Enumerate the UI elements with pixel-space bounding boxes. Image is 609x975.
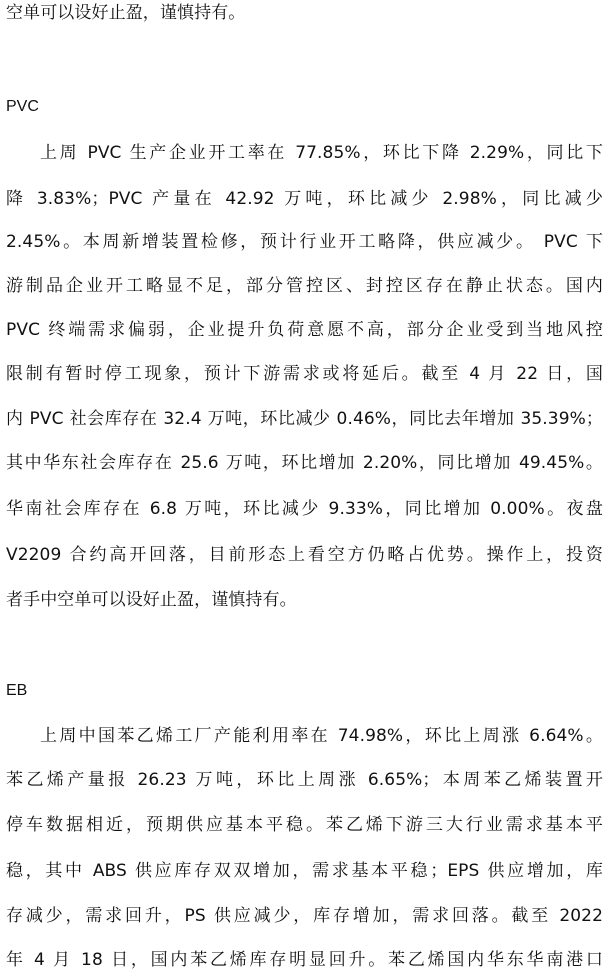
pvc-paragraph-line: 内 PVC 社会库存在 32.4 万吨，环比减少 0.46%，同比去年增加 35.39%； [6,409,603,429]
eb-paragraph-line: 稳，其中 ABS 供应库存双双增加，需求基本平稳；EPS 供应增加，库 [6,861,603,881]
eb-paragraph-line: 苯乙烯产量报 26.23 万吨，环比上周涨 6.65%；本周苯乙烯装置开 [6,770,603,790]
section-heading-pvc: PVC [6,98,39,115]
eb-paragraph-line: 停车数据相近，预期供应基本平稳。苯乙烯下游三大行业需求基本平 [6,815,603,835]
pvc-paragraph-line: 降 3.83%；PVC 产量在 42.92 万吨，环比减少 2.98%，同比减少 [6,189,603,209]
pvc-paragraph-line: 上周 PVC 生产企业开工率在 77.85%，环比下降 2.29%，同比下 [40,143,603,163]
pvc-paragraph-line: V2209 合约高开回落，目前形态上看空方仍略占优势。操作上，投资 [6,545,603,565]
top-fragment-line: 空单可以设好止盈，谨慎持有。 [6,3,246,23]
eb-paragraph-line: 上周中国苯乙烯工厂产能利用率在 74.98%，环比上周涨 6.64%。 [40,726,603,746]
pvc-paragraph-line: 华南社会库存在 6.8 万吨，环比减少 9.33%，同比增加 0.00%。夜盘 [6,499,603,519]
pvc-paragraph-line: 游制品企业开工略显不足，部分管控区、封控区存在静止状态。国内 [6,276,603,296]
pvc-paragraph-line: 者手中空单可以设好止盈，谨慎持有。 [6,590,297,610]
pvc-paragraph-line: PVC 终端需求偏弱，企业提升负荷意愿不高，部分企业受到当地风控 [6,320,603,340]
pvc-paragraph-line: 2.45%。本周新增装置检修，预计行业开工略降，供应减少。 PVC 下 [6,232,603,252]
eb-paragraph-line: 年 4 月 18 日，国内苯乙烯库存明显回升。苯乙烯国内华东华南港口 [6,950,603,970]
pvc-paragraph-line: 限制有暂时停工现象，预计下游需求或将延后。截至 4 月 22 日，国 [6,364,603,384]
section-heading-eb: EB [6,682,28,699]
eb-paragraph-line: 存减少，需求回升，PS 供应减少，库存增加，需求回落。截至 2022 [6,906,603,926]
pvc-paragraph-line: 其中华东社会库存在 25.6 万吨，环比增加 2.20%，同比增加 49.45%。 [6,453,603,473]
